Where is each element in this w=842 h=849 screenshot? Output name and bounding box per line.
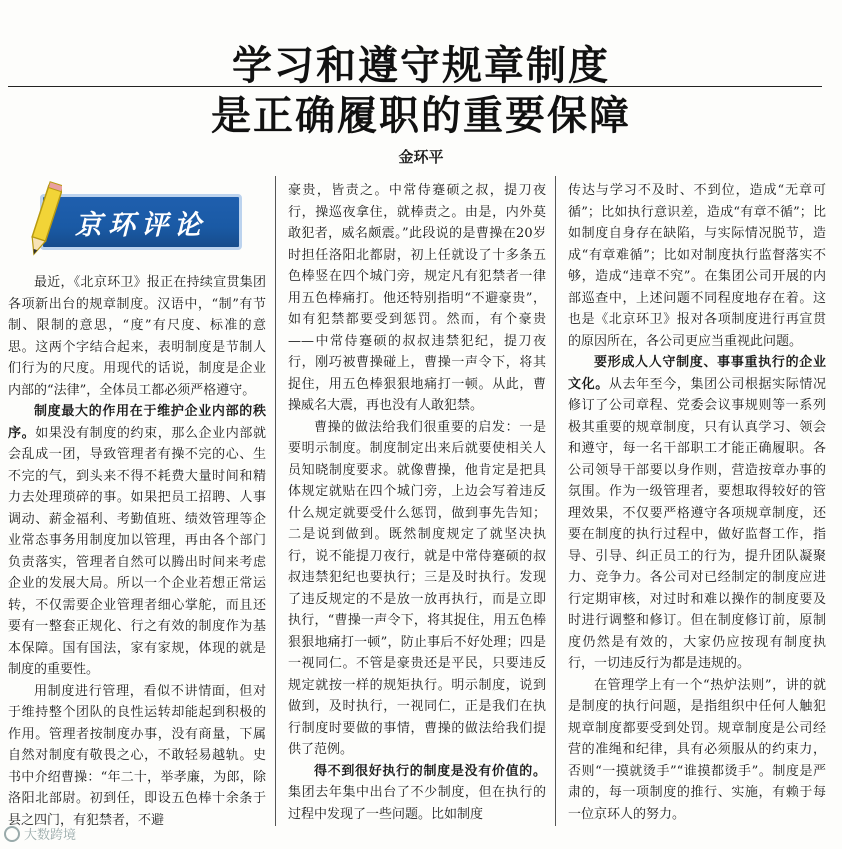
col1-subheading: 制度最大的作用在于维护企业内部的秩序。 xyxy=(8,404,266,441)
col2-paragraph-2: 曹操的做法给我们很重要的启发：一是要明示制度。制度制定出来后就要使相关人员知晓制度要求。就像曹操，他肯定是把具体规定就贴在四个城门旁，上边会写着违反什么规定就要受什么惩罚，做到事先告知；二是说到做到。既然制度规定了就坚决执行，说不能提刀夜行，就是中常侍蹇硕的叔叔违禁犯纪也要执行；三是及时执行。发现了违反规定的不是放一放再执行，而是立即执行，“曹操一声令下，将其捉住，用五色棒狠狠地痛打一顿”，防止事后不好处理；四是一视同仁。不管是豪贵还是平民，只要违反规定就按一样的规矩执行。明示制度，说到做到，及时执行，一视同仁，正是我们在执行制度时要做的事情，曹操的做法给我们提供了范例。 xyxy=(288,419,546,757)
logo-label: 京环评论 xyxy=(75,209,207,241)
col1-paragraph-3: 用制度进行管理，看似不讲情面，但对于维持整个团队的良性运转却能起到积极的作用。管理者按制度办事，没有商量，下属自然对制度有敬畏之心，不敢轻易越轨。史书中介绍曹操：“年二十，举孝廉，为郎，除洛阳北部尉。初到任，即设五色棒十余条于县之四门，有犯禁者，不避 xyxy=(8,683,266,828)
pencil-icon xyxy=(28,180,62,260)
col3-paragraph-2 xyxy=(568,352,826,675)
col3-paragraph-1: 传达与学习不及时、不到位，造成“无章可循”；比如执行意识差，造成“有章不循”；比如制度自身存在缺陷，与实际情况脱节，造成“有章难循”；比如对制度执行监督落实不够，造成“违章不究”。在集团公司开展的内部巡查中，上述问题不同程度地存在着。这也是《北京环卫》报对各项制度进行再宣贯的原因所在，各公司更应当重视此问题。 xyxy=(568,183,826,349)
col2-subheading: 得不到很好执行的制度是没有价值的。 xyxy=(314,763,546,779)
title-rule xyxy=(8,86,822,87)
col3-paragraph-2-text: 从去年至今，集团公司根据实际情况修订了公司章程、党委会议事规则等一系列极其重要的规章制度，只有认真学习、领会和遵守，每一名干部职工才能正确履职。各公司领导干部要以身作则，营造按章办事的氛围。作为一级管理者，要想取得较好的管理效果，不仅要严格遵守各项规章制度，还要在制度的执行过程中，做好监督工作，指导、引导、纠正员工的行为，提升团队凝聚力、竞争力。各公司对已经制定的制度应进行定期审核，对过时和难以操作的制度要及时进行调整和修订。但在制度修订前，原制度仍然是有效的，大家仍应按现有制度执行，一切违反行为都是违规的。 xyxy=(568,376,826,671)
watermark xyxy=(4,824,76,843)
col2-paragraph-3 xyxy=(288,761,546,826)
article-column-2 xyxy=(288,180,546,825)
col2-paragraph-3-text: 集团去年集中出台了不少制度，但在执行的过程中发现了一些问题。比如制度 xyxy=(288,785,546,822)
logo-box xyxy=(40,194,242,250)
watermark-logo-icon xyxy=(4,826,20,842)
col1-paragraph-2-text: 如果没有制度的约束，那么企业内部就会乱成一团，导致管理者有操不完的心、生不完的气，到头来不得不耗费大量时间和精力去处理琐碎的事。如果把员工招聘、人事调动、薪金福利、考勤值班、绩效管理等企业常态事务用制度加以管理，再由各个部门负责落实，管理者自然可以腾出时间来考虑企业的发展大局。所以一个企业若想正常运转，不仅需要企业管理者细心掌舵，而且还要有一整套正规化、行之有效的制度作为基本保障。国有国法，家有家规，体现的就是制度的重要性。 xyxy=(8,425,266,677)
article-column-1 xyxy=(8,272,266,831)
page-title-line2: 是正确履职的重要保障 xyxy=(211,93,631,139)
column-divider-1 xyxy=(275,176,276,826)
column-logo xyxy=(22,180,252,260)
watermark-text: 大数跨境 xyxy=(24,828,77,843)
page-title-line1: 学习和遵守规章制度 xyxy=(232,43,610,89)
col1-paragraph-2 xyxy=(8,401,266,681)
col3-subheading: 要形成人人守制度、事事重执行的企业文化。 xyxy=(568,355,826,392)
col3-paragraph-3: 在管理学上有一个“热炉法则”，讲的就是制度的执行问题，是指组织中任何人触犯规章制度都要受到处罚。规章制度是公司经营的准绳和纪律，具有必须服从的约束力，否则“一摸就烫手”“谁摸都烫手”。制度是严肃的，每一项制度的推行、实施，有赖于每一位京环人的努力。 xyxy=(568,677,826,822)
column-divider-2 xyxy=(555,176,556,826)
article-column-3 xyxy=(568,180,826,825)
col1-paragraph-1: 最近，《北京环卫》报正在持续宣贯集团各项新出台的规章制度。汉语中，“制”有节制、限制的意思，“度”有尺度、标准的意思。这两个字结合起来，表明制度是节制人们行为的尺度。用现代的话说，制度是企业内部的“法律”，全体员工都必须严格遵守。 xyxy=(8,275,266,398)
col2-paragraph-1: 豪贵，皆责之。中常侍蹇硕之叔，提刀夜行，操巡夜拿住，就棒责之。由是，内外莫敢犯者，威名颇震。”此段说的是曹操在20岁时担任洛阳北都尉，初上任就设了十多条五色棒竖在四个城门旁，规定凡有犯禁者一律用五色棒痛打。他还特别指明“不避豪贵”，如有犯禁都要受到惩罚。然而，有个豪贵——中常侍蹇硕的叔叔违禁犯纪，提刀夜行，刚巧被曹操碰上，曹操一声令下，将其捉住，用五色棒狠狠地痛打一顿。从此，曹操威名大震，再也没有人敢犯禁。 xyxy=(288,183,546,413)
author-byline: 金环平 xyxy=(398,148,444,166)
